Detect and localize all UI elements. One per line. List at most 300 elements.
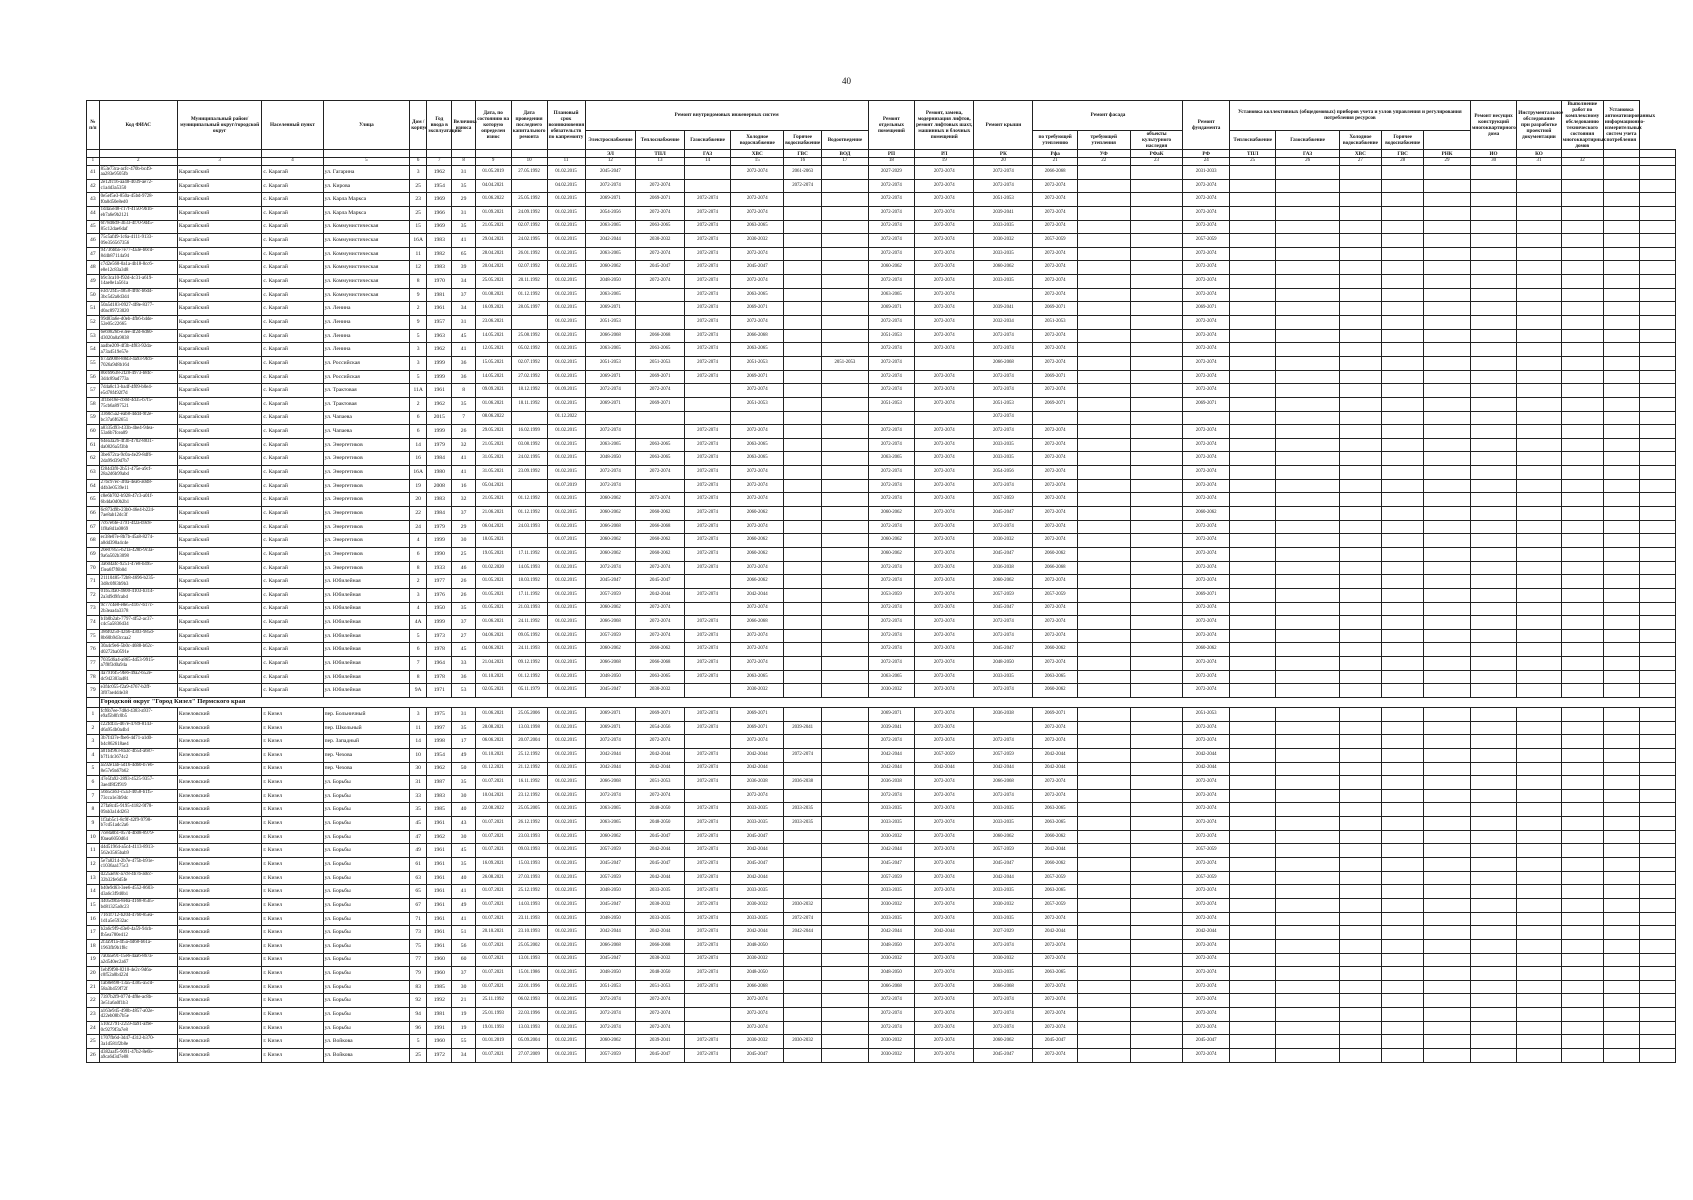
table-cell — [1517, 520, 1561, 534]
table-cell — [1339, 425, 1381, 439]
table-cell: с. Карагай — [262, 411, 323, 425]
table-cell: 31.05.2021 — [475, 452, 511, 466]
table-cell — [822, 234, 869, 248]
table-cell: 32 — [452, 493, 475, 507]
table-cell: 2072-2074 — [1033, 534, 1077, 548]
table-cell — [1424, 776, 1471, 790]
table-cell — [1603, 885, 1639, 899]
fias-code: 7161f712-b204-4760-85ea-1d1a5e5932ac — [99, 912, 177, 926]
table-cell: 2030-2032 — [731, 898, 784, 912]
table-cell — [1639, 629, 1675, 643]
table-cell: 2030-2032 — [868, 953, 914, 967]
table-cell: 24.11.1993 — [511, 643, 547, 657]
table-cell — [1424, 520, 1471, 534]
table-cell: 2072-2074 — [1183, 830, 1229, 844]
table-cell — [784, 953, 822, 967]
fias-code: 3a604afc-9251-47e8-b495-f3ea6f7f6b0d — [99, 561, 177, 575]
table-cell: 16.11.1992 — [511, 776, 547, 790]
table-cell: 41 — [452, 912, 475, 926]
table-cell — [1077, 343, 1130, 357]
table-cell: 2069-2071 — [585, 370, 636, 384]
table-cell — [784, 206, 822, 220]
table-cell: 2051-2053 — [822, 356, 869, 370]
table-cell — [1470, 1035, 1516, 1049]
table-cell — [1517, 561, 1561, 575]
table-cell — [1077, 384, 1130, 398]
fias-code: 6f78d0d9-3b33-4f70-9d45-85c12dae6daf — [99, 220, 177, 234]
table-cell: 20.10.2021 — [475, 926, 511, 940]
table-cell: г. Кизел — [262, 748, 323, 762]
table-cell: 41 — [87, 166, 100, 180]
table-cell: г. Кизел — [262, 871, 323, 885]
table-cell: 37 — [452, 616, 475, 630]
table-cell — [1130, 588, 1183, 602]
table-cell — [1517, 343, 1561, 357]
table-cell: 49 — [410, 844, 427, 858]
table-cell: пер. Западный — [323, 735, 410, 749]
table-cell: 01.02.2015 — [547, 748, 585, 762]
table-cell — [1077, 776, 1130, 790]
table-cell: 24.02.1995 — [511, 234, 547, 248]
table-cell — [1470, 885, 1516, 899]
table-cell: 56 — [452, 939, 475, 953]
table-cell: 20 — [87, 967, 100, 981]
table-cell — [1339, 343, 1381, 357]
code-cell — [475, 150, 511, 158]
table-cell: 11 — [410, 721, 427, 735]
table-cell — [1603, 657, 1639, 671]
table-cell — [1276, 588, 1339, 602]
table-cell: г. Кизел — [262, 953, 323, 967]
table-cell — [915, 411, 974, 425]
table-cell: 2030-2032 — [974, 534, 1033, 548]
table-cell — [1382, 302, 1424, 316]
table-cell: г. Кизел — [262, 898, 323, 912]
table-cell — [1424, 707, 1471, 721]
table-cell: 2072-2074 — [1033, 1049, 1077, 1063]
table-cell: 2042-2044 — [636, 844, 685, 858]
code-cell: РФ — [1183, 150, 1229, 158]
table-cell: 2072-2074 — [684, 707, 730, 721]
table-cell — [1077, 871, 1130, 885]
table-cell: 69 — [87, 547, 100, 561]
table-cell: 02.07.1992 — [511, 220, 547, 234]
table-cell: 2072-2074 — [684, 316, 730, 330]
table-cell — [822, 684, 869, 698]
capital-repair-table-sheet — [86, 100, 1676, 1188]
fias-code: 2e12fc16-aa48-4039-ae72-c1a4d3a5350 — [99, 179, 177, 193]
table-cell — [511, 411, 547, 425]
table-cell: 50 — [87, 288, 100, 302]
table-cell: 04.04.2021 — [475, 179, 511, 193]
table-cell — [1603, 629, 1639, 643]
table-cell — [1130, 684, 1183, 698]
table-cell — [1470, 602, 1516, 616]
table-cell — [1077, 885, 1130, 899]
table-cell — [1470, 534, 1516, 548]
table-cell — [1603, 830, 1639, 844]
table-cell: 04.06.2021 — [475, 643, 511, 657]
table-cell — [1276, 220, 1339, 234]
table-cell: 1983 — [427, 789, 452, 803]
table-cell: 2039-2041 — [974, 302, 1033, 316]
table-cell: Кизеловский — [177, 1008, 262, 1022]
table-cell — [1639, 1008, 1675, 1022]
table-cell: 36 — [452, 356, 475, 370]
table-cell: Карагайский — [177, 316, 262, 330]
table-cell: 2036-2038 — [731, 776, 784, 790]
table-cell — [1339, 885, 1381, 899]
table-cell — [784, 1008, 822, 1022]
table-cell — [1470, 953, 1516, 967]
table-cell — [1339, 466, 1381, 480]
table-cell — [1276, 479, 1339, 493]
table-cell — [1382, 789, 1424, 803]
table-cell — [1382, 844, 1424, 858]
table-cell: 2072-2074 — [1033, 616, 1077, 630]
table-cell: 8 — [452, 384, 475, 398]
table-cell: Кизеловский — [177, 776, 262, 790]
table-cell: 2072-2074 — [684, 967, 730, 981]
table-cell: 2069-2071 — [585, 193, 636, 207]
table-cell — [1639, 670, 1675, 684]
table-cell: ул. Ленина — [323, 316, 410, 330]
fias-code: c8e6b702-b928-47c3-a01f-6b4da0d0b2b1 — [99, 493, 177, 507]
table-cell — [1339, 247, 1381, 261]
table-cell: 2072-2074 — [1183, 575, 1229, 589]
table-cell — [684, 602, 730, 616]
table-cell: 2072-2074 — [585, 466, 636, 480]
table-cell: 34 — [452, 302, 475, 316]
table-cell: Карагайский — [177, 425, 262, 439]
table-cell — [1639, 721, 1675, 735]
table-cell: 33 — [410, 789, 427, 803]
table-cell: 2072-2074 — [1183, 885, 1229, 899]
table-cell: Карагайский — [177, 602, 262, 616]
table-cell: 2033-2035 — [731, 885, 784, 899]
table-cell: 01.09.2021 — [475, 206, 511, 220]
table-cell — [1382, 316, 1424, 330]
table-cell: 2072-2074 — [974, 329, 1033, 343]
table-cell: 60 — [87, 425, 100, 439]
table-cell — [1382, 748, 1424, 762]
table-cell — [1517, 397, 1561, 411]
table-cell: Карагайский — [177, 384, 262, 398]
table-cell: 78 — [87, 670, 100, 684]
table-cell — [1276, 898, 1339, 912]
table-cell: Кизеловский — [177, 939, 262, 953]
table-cell — [1603, 206, 1639, 220]
table-cell: с. Карагай — [262, 643, 323, 657]
table-cell — [1229, 616, 1275, 630]
table-cell — [822, 452, 869, 466]
table-cell: Карагайский — [177, 616, 262, 630]
table-cell — [1561, 994, 1603, 1008]
table-cell — [1639, 776, 1675, 790]
table-cell — [1077, 616, 1130, 630]
table-cell — [1077, 316, 1130, 330]
table-cell: 8 — [410, 275, 427, 289]
table-cell: 2 — [410, 397, 427, 411]
table-cell: 2063-2065 — [1033, 817, 1077, 831]
header-cell: Год ввода в эксплуатацию — [427, 101, 452, 150]
table-cell — [1130, 466, 1183, 480]
table-cell: 2045-2047 — [731, 261, 784, 275]
table-cell: 1963 — [427, 329, 452, 343]
table-cell: 2072-2074 — [915, 858, 974, 872]
table-cell — [1517, 370, 1561, 384]
table-cell: 2066-2068 — [636, 939, 685, 953]
table-cell: 2060-2062 — [1033, 547, 1077, 561]
table-cell: 2060-2062 — [636, 507, 685, 521]
table-cell: 2072-2074 — [915, 547, 974, 561]
table-cell: 24 — [87, 1021, 100, 1035]
table-cell: 01.02.2015 — [547, 602, 585, 616]
table-cell — [1130, 616, 1183, 630]
table-cell — [1229, 316, 1275, 330]
table-cell: ул. Борьбы — [323, 803, 410, 817]
table-cell — [822, 561, 869, 575]
table-cell: ул. Энергетиков — [323, 547, 410, 561]
table-cell: 35 — [452, 776, 475, 790]
table-cell: Карагайский — [177, 220, 262, 234]
table-cell: Кизеловский — [177, 912, 262, 926]
table-cell — [1276, 534, 1339, 548]
table-cell: 2045-2047 — [636, 858, 685, 872]
table-cell: 2060-2062 — [731, 507, 784, 521]
table-cell — [1424, 789, 1471, 803]
table-cell — [1276, 1021, 1339, 1035]
table-cell — [684, 684, 730, 698]
table-cell: 2063-2065 — [585, 288, 636, 302]
table-cell — [1603, 493, 1639, 507]
table-cell: 2072-2074 — [1183, 193, 1229, 207]
table-cell: 2072-2074 — [684, 912, 730, 926]
table-cell: 2072-2074 — [868, 1021, 914, 1035]
table-cell: 2072-2074 — [684, 466, 730, 480]
table-cell — [1229, 629, 1275, 643]
table-cell — [1603, 288, 1639, 302]
table-cell — [822, 657, 869, 671]
table-cell — [1382, 1021, 1424, 1035]
column-index: 26 — [1276, 158, 1339, 166]
table-cell — [1517, 844, 1561, 858]
table-cell: с. Карагай — [262, 370, 323, 384]
table-cell — [1276, 329, 1339, 343]
table-cell: 2072-2074 — [684, 762, 730, 776]
table-cell — [784, 520, 822, 534]
table-cell: 2072-2074 — [1033, 1008, 1077, 1022]
table-cell — [1603, 967, 1639, 981]
code-cell: ТПЛ — [636, 150, 685, 158]
table-cell: 2072-2074 — [684, 1035, 730, 1049]
table-cell: 01.02.2015 — [547, 275, 585, 289]
table-cell: 2072-2074 — [1183, 452, 1229, 466]
table-cell — [684, 1008, 730, 1022]
table-cell — [822, 898, 869, 912]
table-cell: 2042-2044 — [585, 762, 636, 776]
table-cell — [822, 762, 869, 776]
table-cell: 2015 — [427, 411, 452, 425]
table-cell — [1077, 898, 1130, 912]
table-cell — [974, 288, 1033, 302]
table-cell — [1276, 452, 1339, 466]
table-cell — [1424, 561, 1471, 575]
table-cell: 2057-2059 — [974, 748, 1033, 762]
table-cell — [1603, 302, 1639, 316]
table-cell: 19.01.1993 — [475, 1021, 511, 1035]
table-cell: 01.12.1992 — [511, 670, 547, 684]
table-cell: 19 — [452, 1008, 475, 1022]
table-cell — [1077, 721, 1130, 735]
table-cell — [784, 288, 822, 302]
table-cell: 2072-2074 — [1183, 1049, 1229, 1063]
table-cell: 36 — [452, 670, 475, 684]
table-cell — [684, 179, 730, 193]
table-cell — [1382, 926, 1424, 940]
table-cell — [1382, 858, 1424, 872]
table-cell — [1130, 762, 1183, 776]
table-cell: 09.05.1992 — [511, 629, 547, 643]
table-cell — [1339, 479, 1381, 493]
table-cell: 01.02.2015 — [547, 670, 585, 684]
table-cell: г. Кизел — [262, 1049, 323, 1063]
table-cell — [1424, 261, 1471, 275]
table-cell — [784, 643, 822, 657]
table-cell — [1339, 643, 1381, 657]
table-cell: 23.12.1992 — [511, 789, 547, 803]
table-cell: 2072-2074 — [915, 1008, 974, 1022]
table-cell: 2039-2041 — [868, 721, 914, 735]
table-cell: 2057-2059 — [585, 871, 636, 885]
table-cell — [1470, 939, 1516, 953]
table-cell: 57 — [87, 384, 100, 398]
table-cell — [636, 316, 685, 330]
table-cell — [822, 507, 869, 521]
fias-code: aa4be209-4f3b-4f83-92da-a73a4519e57e — [99, 343, 177, 357]
table-cell — [1639, 479, 1675, 493]
table-cell: 2042-2044 — [636, 926, 685, 940]
table-cell — [822, 844, 869, 858]
table-row — [87, 397, 1676, 411]
table-cell: 2072-2074 — [1183, 657, 1229, 671]
table-cell — [1130, 288, 1183, 302]
table-cell — [1229, 803, 1275, 817]
table-cell: 1933 — [427, 561, 452, 575]
table-cell: 2033-2035 — [974, 803, 1033, 817]
table-cell — [1561, 220, 1603, 234]
table-cell: 2072-2074 — [1033, 220, 1077, 234]
table-cell: 2072-2074 — [915, 885, 974, 899]
table-cell: 2072-2074 — [1033, 520, 1077, 534]
table-cell: ул. Коммунистическая — [323, 234, 410, 248]
table-cell: 01.02.2015 — [547, 616, 585, 630]
table-cell — [1339, 452, 1381, 466]
table-cell — [1424, 220, 1471, 234]
table-cell: 16 — [87, 912, 100, 926]
table-cell — [1639, 762, 1675, 776]
table-cell — [1276, 953, 1339, 967]
table-cell — [1639, 1049, 1675, 1063]
table-cell: 2042-2044 — [784, 926, 822, 940]
table-cell: 2060-2062 — [636, 643, 685, 657]
table-cell: 2072-2074 — [684, 507, 730, 521]
fias-code: b40e9d63-3ee6-4552-8603-d3a6c3f940b1 — [99, 885, 177, 899]
table-cell: 01.02.2015 — [547, 735, 585, 749]
table-cell: 2033-2035 — [731, 817, 784, 831]
table-cell — [822, 1049, 869, 1063]
table-cell: 2072-2074 — [731, 994, 784, 1008]
table-cell: 1962 — [427, 830, 452, 844]
table-cell: Карагайский — [177, 247, 262, 261]
table-cell — [822, 288, 869, 302]
table-cell — [1077, 466, 1130, 480]
table-cell: 01.05.2021 — [475, 602, 511, 616]
table-cell: 3 — [87, 735, 100, 749]
table-cell — [1382, 707, 1424, 721]
table-cell: 16.09.2021 — [475, 302, 511, 316]
table-cell: 2072-2074 — [915, 452, 974, 466]
table-row — [87, 912, 1676, 926]
table-cell: Кизеловский — [177, 885, 262, 899]
header-cell: Газоснабжение — [684, 130, 730, 149]
table-cell: 2066-2068 — [974, 776, 1033, 790]
table-cell — [1561, 885, 1603, 899]
table-cell — [1603, 466, 1639, 480]
table-cell — [1229, 844, 1275, 858]
table-cell: 20 — [410, 493, 427, 507]
table-cell — [1424, 629, 1471, 643]
table-cell — [822, 776, 869, 790]
table-cell: 2072-2074 — [684, 926, 730, 940]
table-cell: 1961 — [427, 871, 452, 885]
table-cell — [1470, 707, 1516, 721]
table-cell — [1229, 220, 1275, 234]
header-cell: Газоснабжение — [1276, 130, 1339, 149]
table-cell — [1639, 561, 1675, 575]
table-cell: г. Кизел — [262, 844, 323, 858]
table-cell — [1639, 438, 1675, 452]
table-cell — [1603, 789, 1639, 803]
table-cell: 2072-2074 — [868, 616, 914, 630]
table-cell: 2048-2050 — [585, 275, 636, 289]
table-cell: г. Кизел — [262, 967, 323, 981]
table-cell: 1999 — [427, 425, 452, 439]
table-cell — [1276, 803, 1339, 817]
table-cell: 01.02.2015 — [547, 397, 585, 411]
table-cell — [1517, 776, 1561, 790]
table-cell: 70 — [87, 561, 100, 575]
table-cell: 2063-2065 — [636, 452, 685, 466]
table-cell — [1517, 547, 1561, 561]
table-cell — [1276, 206, 1339, 220]
table-cell: 2045-2047 — [636, 261, 685, 275]
table-cell — [1339, 179, 1381, 193]
table-cell — [1561, 466, 1603, 480]
table-cell: г. Кизел — [262, 789, 323, 803]
table-cell — [1424, 234, 1471, 248]
table-cell — [1130, 657, 1183, 671]
table-cell: 2051-2053 — [868, 329, 914, 343]
table-cell — [784, 234, 822, 248]
table-cell: 45 — [452, 844, 475, 858]
table-cell — [1339, 616, 1381, 630]
table-cell: 18.05.2021 — [475, 534, 511, 548]
table-cell: 2039-2041 — [636, 1035, 685, 1049]
code-cell: ХВС — [731, 150, 784, 158]
table-cell: 1999 — [427, 356, 452, 370]
table-cell: 01.02.2015 — [547, 967, 585, 981]
